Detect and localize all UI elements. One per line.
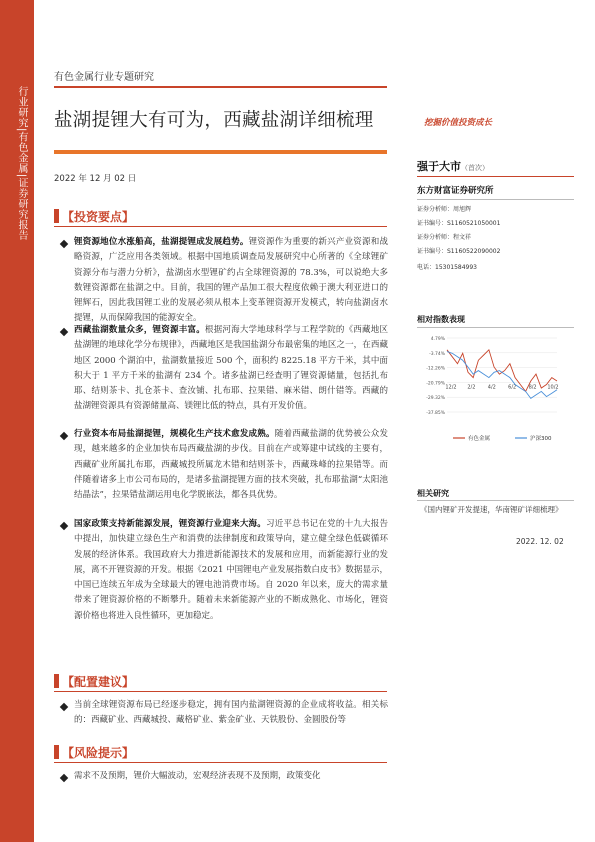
- x-tick-label: 2/2: [467, 384, 476, 391]
- risk-title: 【风险提示】: [62, 746, 135, 760]
- section-marker-icon: [54, 745, 59, 759]
- rating-value: 强于大市: [417, 160, 461, 173]
- key-point-3-body: 随着西藏盐湖的优势被公众发现，越来越多的企业加快布局西藏盐湖的步伐。目前在产或筹建中试线的主要有，西藏矿业所属扎布耶，西藏城投所属龙木错和结则茶卡，西藏珠峰的拉果错等。而伴随着诸多上市公司布局的，是诸多盐湖提锂方面的技术突破，扎布耶盐湖“太阳池结晶法”，拉果错盐湖运用电化学脱嵌法，都各具优势。: [74, 429, 388, 501]
- y-tick-label: -20.79%: [426, 381, 445, 387]
- slogan: 挖掘价值投资成长: [424, 118, 493, 128]
- key-point-2: [74, 323, 388, 415]
- rating-sub: （首次）: [461, 164, 489, 172]
- y-tick-label: -12.26%: [426, 366, 445, 372]
- analyst-line: 证券分析师：程文祥: [417, 234, 472, 241]
- sidebar-label: 行业研究|有色金属|证券研究报告: [16, 86, 27, 241]
- key-points-header: [54, 208, 387, 227]
- index-chart-svg: [417, 330, 577, 450]
- sidebar-band: [0, 0, 34, 842]
- rating-divider: [417, 176, 574, 177]
- key-point-4-body: 习近平总书记在党的十九大报告中提出，加快建立绿色生产和消费的法律制度和政策导向，建立健全绿色低碳循环发展的经济体系。我国政府大力推进新能源技术的发展和应用，而新能源行业的发展，离不开锂资源的开发。根据《2021 中国锂电产业发展指数白皮书》数据显示，中国已连续五年成为全球最大的锂电池消费市场。自 2020 年以来，庞大的需求量带来了锂资源价格的不断攀升。随着未来新能源产业的不断成熟化、市场化，锂资源价格也将进入良性循环，更加稳定。: [74, 519, 388, 621]
- section-marker-icon: [54, 674, 59, 688]
- index-chart: [417, 330, 577, 450]
- key-point-3-lead: 行业资本布局盐湖提锂，规模化生产技术愈发成熟。: [74, 429, 275, 439]
- key-point-1: [74, 235, 388, 327]
- rating: [417, 158, 489, 174]
- related-title: 相关研究: [417, 489, 449, 498]
- report-date: 2022 年 12 月 02 日: [54, 174, 137, 184]
- bullet-icon: [60, 703, 68, 711]
- recommendation-header: [54, 673, 387, 692]
- key-point-4-lead: 国家政策支持新能源发展，锂资源行业迎来大海。: [74, 519, 267, 529]
- index-title: 相对指数表现: [417, 315, 465, 324]
- key-point-3: [74, 427, 388, 503]
- header-divider: [54, 86, 387, 88]
- x-tick-label: 8/2: [528, 384, 537, 391]
- key-point-2-body: 根据河海大学地球科学与工程学院的《西藏地区盐湖锂的地球化学分布规律》，西藏地区是我国盐湖分布最密集的地区之一，在西藏地区 2000 个湖泊中，盐湖数量接近 500 个，面积约 8225.18 平方千米，其中面积大于 1 平方千米的盐湖有 234 个。诸多盐湖已经查明了锂资源储量，包括扎布耶、结则茶卡、扎仓茶卡、查汝铺、扎布耶、拉果错、麻米错、朗什错等。西藏的盐湖锂资源具有资源储量高、镁锂比低的特点，具有开发价值。: [74, 325, 388, 412]
- analyst-line: 证书编号：S1160521050001: [417, 220, 501, 227]
- recommendation-text: 当前全球锂资源布局已经逐步稳定，拥有国内盐湖锂资源的企业成将收益。相关标的：西藏矿业、西藏城投、藏格矿业、紫金矿业、天铁股份、金圆股份等: [74, 700, 388, 726]
- related-date: 2022. 12. 02: [516, 537, 564, 546]
- series-line-1: [447, 350, 557, 392]
- related-divider: [417, 500, 574, 501]
- index-divider: [417, 327, 574, 328]
- bullet-icon: [60, 432, 68, 440]
- series-line-2: [447, 352, 557, 399]
- key-point-2-lead: 西藏盐湖数量众多，锂资源丰富。: [74, 325, 205, 335]
- risk-text: 需求不及预期，锂价大幅波动，宏观经济表现不及预期，政策变化: [74, 771, 321, 781]
- legend-label: 有色金属: [468, 436, 491, 442]
- y-tick-label: 4.79%: [430, 337, 445, 342]
- bullet-icon: [60, 774, 68, 782]
- analyst-line: 证书编号：S1160522090002: [417, 248, 501, 255]
- key-point-4: [74, 517, 388, 624]
- recommendation-title: 【配置建议】: [62, 675, 135, 689]
- firm-divider: [417, 199, 574, 200]
- report-title: 盐湖提锂大有可为，西藏盐湖详细梳理: [54, 110, 374, 131]
- bullet-icon: [60, 328, 68, 336]
- key-points-title: 【投资要点】: [62, 210, 135, 224]
- x-tick-label: 10/2: [547, 384, 559, 391]
- x-tick-label: 12/2: [445, 384, 457, 391]
- section-marker-icon: [54, 209, 59, 223]
- legend-label: 沪深300: [530, 436, 552, 442]
- analyst-line: 证券分析师：周旭辉: [417, 206, 472, 213]
- research-firm: 东方财富证券研究所: [417, 186, 494, 196]
- x-tick-label: 4/2: [487, 384, 496, 391]
- key-point-1-lead: 锂资源地位水涨船高，盐湖提锂成发展趋势。: [74, 237, 249, 247]
- bullet-icon: [60, 240, 68, 248]
- y-tick-label: -37.85%: [426, 411, 445, 416]
- risk-header: [54, 744, 387, 763]
- analyst-line: 电话：15301584993: [417, 264, 477, 271]
- key-point-1-body: 锂资源作为重要的新兴产业资源和战略资源，广泛应用各类领域。根据中国地质调查局发展研究中心所著的《全球锂矿资源分布与潜力分析》，盐湖卤水型锂矿约占全球锂资源的 78.3%，可以说绝大多数锂资源都在盐湖之中。目前，我国的锂产品加工很大程度依赖于澳大利亚进口的锂辉石，因此我国锂工业的发展必须从根本上变革锂资源开发模式，转向盐湖卤水提锂，从而保障我国的能源安全。: [74, 237, 388, 324]
- title-divider: [54, 150, 387, 154]
- related-item: 《国内锂矿开发提速，华南锂矿详细梳理》: [420, 505, 563, 514]
- bullet-icon: [60, 522, 68, 530]
- x-tick-label: 6/2: [508, 384, 517, 391]
- y-tick-label: -3.74%: [429, 351, 445, 357]
- y-tick-label: -29.32%: [426, 396, 445, 402]
- report-category: 有色金属行业专题研究: [54, 72, 154, 83]
